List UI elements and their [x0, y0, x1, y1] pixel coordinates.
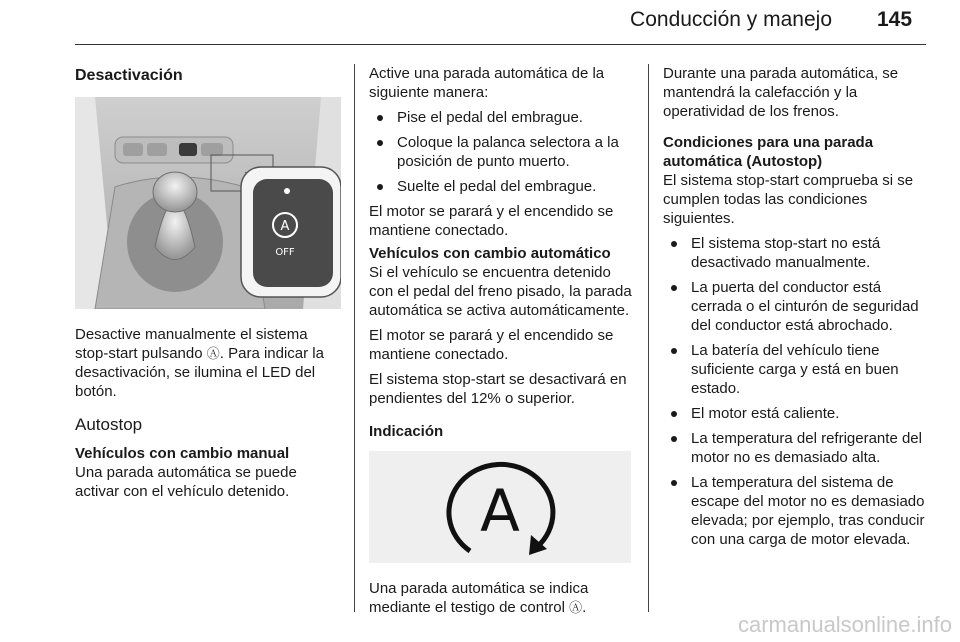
console-figure [75, 97, 341, 309]
list-item: Pise el pedal del embrague. [369, 108, 635, 127]
svg-text:A: A [280, 219, 290, 234]
bullet-dot [377, 140, 383, 146]
header-title: Conducción y manejo [630, 8, 832, 31]
conditions-list [663, 234, 927, 549]
list-item: La batería del vehículo tiene suficiente carga y está en buen estado. [663, 341, 927, 398]
indicator-letter: A [480, 477, 520, 545]
list-item: La puerta del conductor está cerrada o el cinturón de seguridad del conductor está abrochado. [663, 278, 927, 335]
indicator-figure [369, 451, 631, 563]
list-item: Coloque la palanca selectora a la posición de punto muerto. [369, 133, 635, 171]
autostop-icon: Ⓐ [569, 600, 583, 615]
header-rule [75, 44, 926, 45]
center-console-illustration [75, 97, 341, 309]
indicator-heading: Indicación [369, 423, 444, 440]
watermark: carmanualsonline.info [737, 612, 952, 637]
bullet-dot [671, 241, 677, 247]
manual-gearbox-paragraph: Una parada automática se puede activar con el vehículo detenido. [75, 464, 297, 500]
off-label: OFF [275, 247, 295, 258]
automatic-gearbox-heading: Vehículos con cambio automático [369, 245, 611, 262]
list-item: La temperatura del sistema de escape del motor no es demasiado elevada; por ejemplo, tras conducir con una carga de motor elevada. [663, 473, 927, 549]
list-item: El motor está caliente. [663, 404, 927, 423]
autostop-off-icon: Ⓐ [206, 346, 220, 361]
column-1 [75, 64, 341, 501]
indicator-caption: Una parada automática se indica mediante el testigo de control Ⓐ. [369, 580, 589, 616]
column-divider-2 [648, 64, 649, 612]
autostop-intro: Durante una parada automática, se mantendrá la calefacción y la operatividad de los frenos. [663, 65, 899, 120]
bullet-dot [671, 480, 677, 486]
slope-note: El sistema stop-start se desactivará en pendientes del 12% o superior. [369, 371, 627, 407]
automatic-gearbox-paragraph: Si el vehículo se encuentra detenido con el pedal del freno pisado, la parada automática se activa automáticamente. [369, 264, 632, 319]
desactivacion-paragraph: Desactive manualmente el sistema stop-start pulsando Ⓐ. Para indicar la desactivación, se ilumina el LED del botón. [75, 326, 324, 400]
conditions-intro: El sistema stop-start comprueba si se cumplen todas las condiciones siguientes. [663, 172, 914, 227]
bullet-dot [671, 411, 677, 417]
activation-result: El motor se parará y el encendido se mantiene conectado. [369, 203, 614, 239]
section-heading-desactivacion: Desactivación [75, 67, 183, 84]
column-2 [369, 64, 635, 617]
column-3 [663, 64, 927, 549]
automatic-result: El motor se parará y el encendido se mantiene conectado. [369, 327, 614, 363]
section-heading-autostop: Autostop [75, 415, 143, 434]
page-number: 145 [877, 8, 913, 31]
autostop-indicator-icon [369, 451, 631, 563]
activation-steps [369, 108, 635, 196]
activation-intro: Active una parada automática de la siguiente manera: [369, 65, 605, 101]
column-divider-1 [354, 64, 355, 612]
list-item: La temperatura del refrigerante del motor no es demasiado alta. [663, 429, 927, 467]
bullet-dot [671, 348, 677, 354]
bullet-dot [671, 285, 677, 291]
list-item: El sistema stop-start no está desactivado manualmente. [663, 234, 927, 272]
bullet-dot [377, 184, 383, 190]
bullet-dot [671, 436, 677, 442]
conditions-heading: Condiciones para una parada automática (Autostop) [663, 134, 874, 170]
list-item: Suelte el pedal del embrague. [369, 177, 635, 196]
bullet-dot [377, 115, 383, 121]
manual-gearbox-heading: Vehículos con cambio manual [75, 445, 290, 462]
